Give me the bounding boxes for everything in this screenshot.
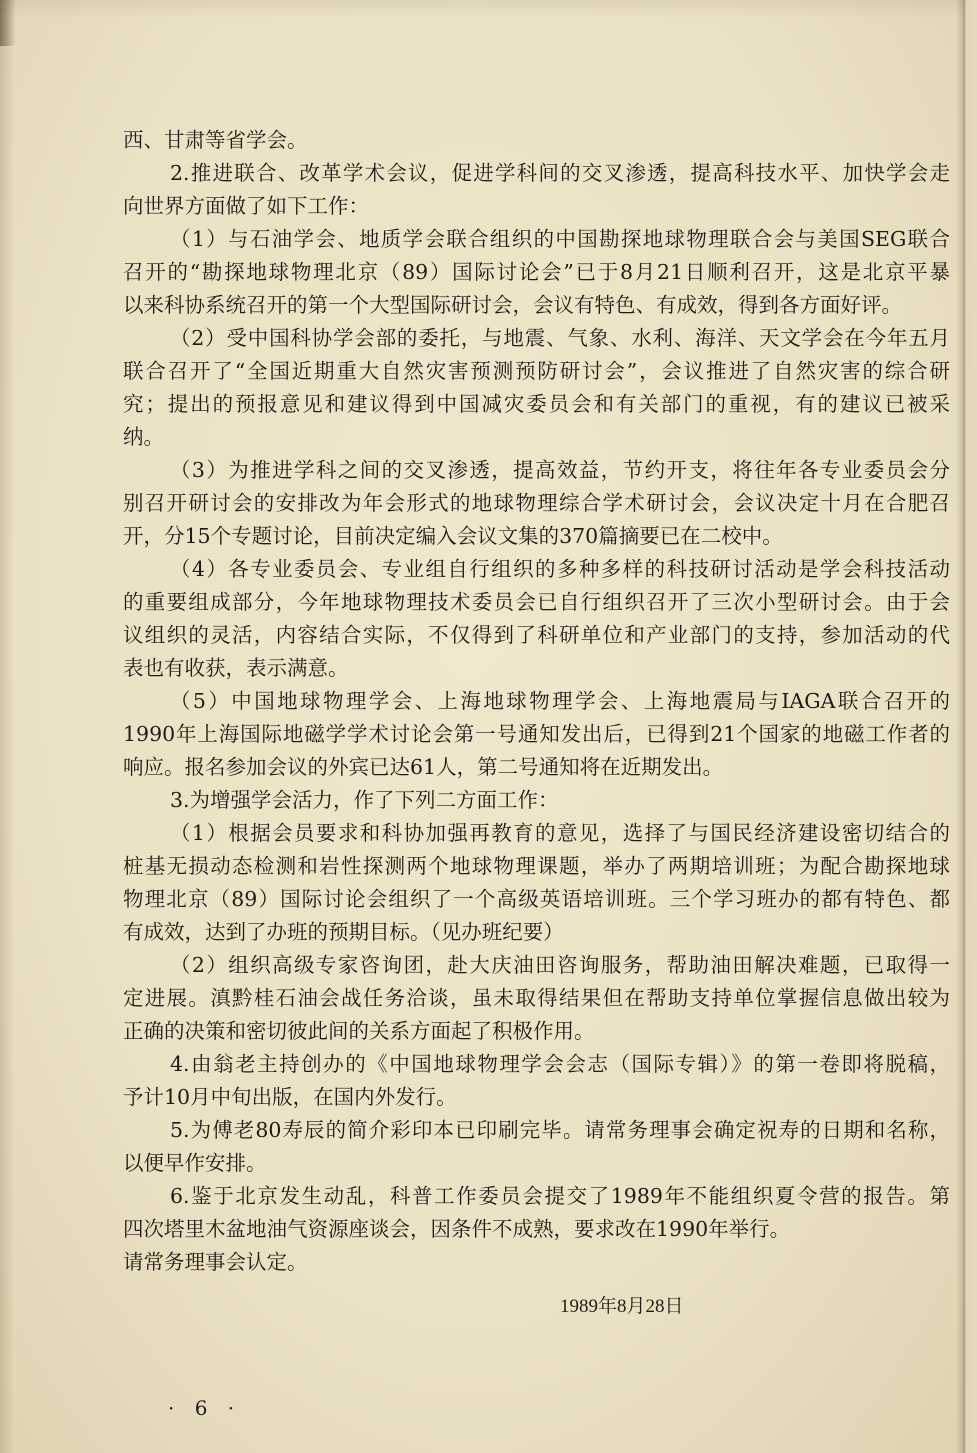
paper-edge [956,0,977,1453]
text-line: 以便早作安排。 [123,1151,267,1175]
text-line: 别召开研讨会的安排改为年会形式的地球物理综合学术研讨会，会议决定十月在合肥召 [123,491,950,515]
item-2-2-paragraph [123,322,950,454]
text-line: 议组织的灵活，内容结合实际，不仅得到了科研单位和产业部门的支持，参加活动的代 [123,623,950,647]
text-line: 响应。报名参加会议的外宾已达61人，第二号通知将在近期发出。 [123,755,724,779]
item-3-1-paragraph [123,817,950,949]
page-number: · 6 · [168,1396,235,1420]
document-date: 1989年8月28日 [560,1296,684,1317]
text-line: 桩基无损动态检测和岩性探测两个地球物理课题，举办了两期培训班；为配合勘探地球 [123,854,950,878]
text-line: 3.为增强学会活力，作了下列二方面工作： [170,788,559,812]
section-2-paragraph [123,157,950,223]
text-line: （4）各专业委员会、专业组自行组织的多种多样的科技研讨活动是学会科技活动 [170,557,950,581]
text-line: （1）根据会员要求和科协加强再教育的意见，选择了与国民经济建设密切结合的 [170,821,950,845]
paragraph-continuation [123,124,950,157]
section-6-paragraph [123,1180,950,1246]
text-line: 纳。 [123,425,164,449]
text-line: 1990年上海国际地磁学学术讨论会第一号通知发出后，已得到21个国家的地磁工作者的 [123,722,950,746]
item-2-1-paragraph [123,223,950,322]
section-5-paragraph [123,1114,950,1180]
text-line: 以来科协系统召开的第一个大型国际研讨会，会议有特色、有成效，得到各方面好评。 [123,293,902,317]
text-line: 召开的“勘探地球物理北京（89）国际讨论会”已于8月21日顺利召开，这是北京平暴 [123,260,950,284]
text-line: 定进展。滇黔桂石油会战任务洽谈，虽未取得结果但在帮助支持单位掌握信息做出较为 [123,986,950,1010]
section-3-heading [123,784,950,817]
text-line: 联合召开了“全国近期重大自然灾害预测预防研讨会”，会议推进了自然灾害的综合研 [123,359,950,383]
closing-request [123,1246,950,1279]
section-4-paragraph [123,1048,950,1114]
item-2-3-paragraph [123,454,950,553]
text-line: 4.由翁老主持创办的《中国地球物理学会会志（国际专辑）》的第一卷即将脱稿， [170,1052,950,1076]
text-line: （2）组织高级专家咨询团，赴大庆油田咨询服务，帮助油田解决难题，已取得一 [170,953,950,977]
item-2-5-paragraph [123,685,950,784]
text-line: 物理北京（89）国际讨论会组织了一个高级英语培训班。三个学习班办的都有特色、都 [123,887,950,911]
text-line: 四次塔里木盆地油气资源座谈会，因条件不成熟，要求改在1990年举行。 [123,1217,791,1241]
text-line: 正确的决策和密切彼此间的关系方面起了积极作用。 [123,1019,595,1043]
text-line: 6.鉴于北京发生动乱，科普工作委员会提交了1989年不能组织夏令营的报告。第 [170,1184,950,1208]
text-line: （3）为推进学科之间的交叉渗透，提高效益，节约开支，将往年各专业委员会分 [170,458,950,482]
text-line: （2）受中国科协学会部的委托，与地震、气象、水利、海洋、天文学会在今年五月 [170,326,950,350]
text-line: 开，分15个专题讨论，目前决定编入会议文集的370篇摘要已在二校中。 [123,524,783,548]
text-line: 究；提出的预报意见和建议得到中国减灾委员会和有关部门的重视，有的建议已被采 [123,392,950,416]
text-line: 请常务理事会认定。 [123,1250,308,1274]
paper-stain [0,0,16,46]
text-line: （1）与石油学会、地质学会联合组织的中国勘探地球物理联合会与美国SEG联合 [170,227,950,251]
item-2-4-paragraph [123,553,950,685]
document-body [123,124,950,1279]
text-line: 2.推进联合、改革学术会议，促进学科间的交叉渗透，提高科技水平、加快学会走 [170,161,950,185]
text-line: （5）中国地球物理学会、上海地球物理学会、上海地震局与IAGA联合召开的 [170,689,950,713]
text-line: 有成效，达到了办班的预期目标。（见办班纪要） [123,920,564,944]
item-3-2-paragraph [123,949,950,1048]
text-line: 表也有收获，表示满意。 [123,656,349,680]
text-line: 西、甘肃等省学会。 [123,128,308,152]
text-line: 的重要组成部分，今年地球物理技术委员会已自行组织召开了三次小型研讨会。由于会 [123,590,950,614]
text-line: 予计10月中旬出版，在国内外发行。 [123,1085,457,1109]
text-line: 5.为傅老80寿辰的简介彩印本已印刷完毕。请常务理事会确定祝寿的日期和名称， [170,1118,950,1142]
text-line: 向世界方面做了如下工作： [123,194,369,218]
